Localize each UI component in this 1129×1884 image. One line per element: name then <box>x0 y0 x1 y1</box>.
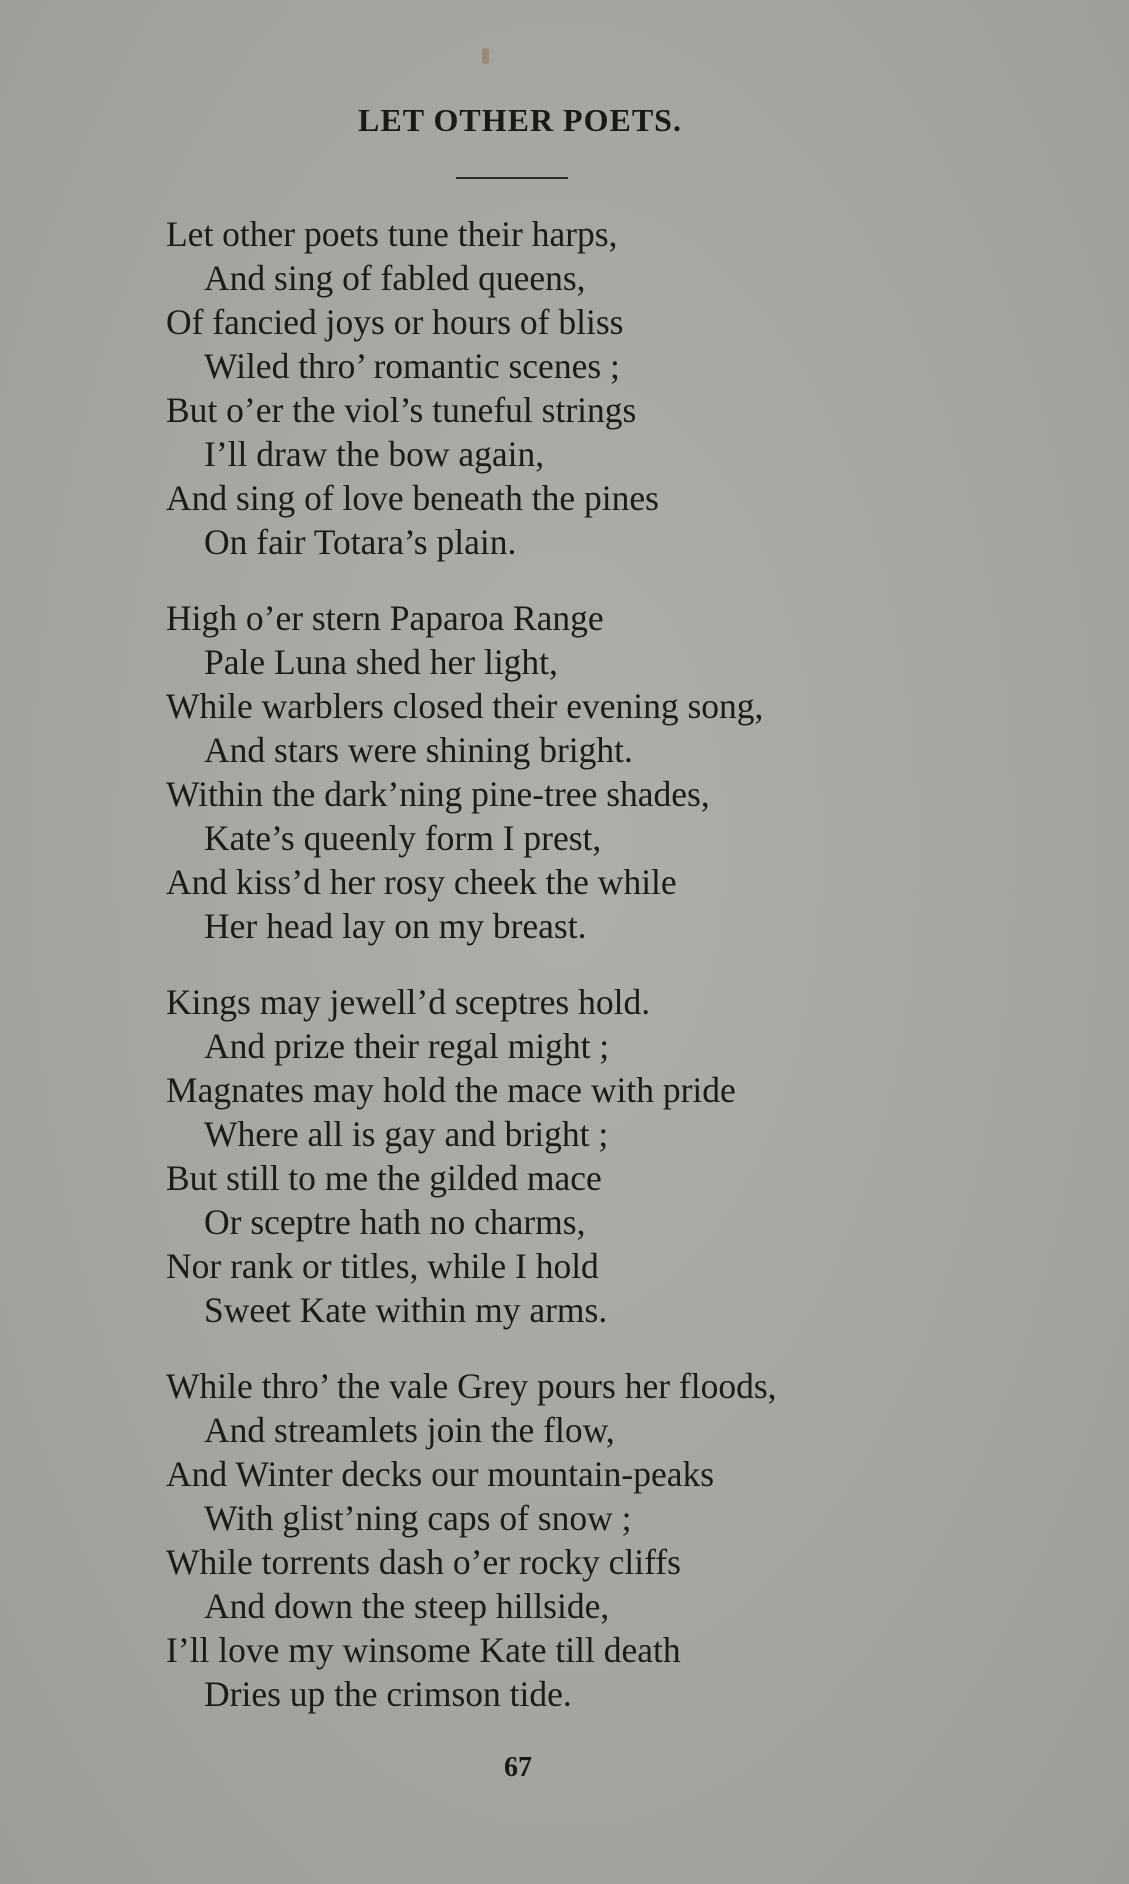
poem-line: Dries up the crimson tide. <box>204 1674 572 1714</box>
poem-line: High o’er stern Paparoa Range <box>166 598 604 638</box>
poem-line: And Winter decks our mountain-peaks <box>166 1454 715 1494</box>
poem-line: I’ll draw the bow again, <box>204 434 545 474</box>
poem-line: And kiss’d her rosy cheek the while <box>166 862 677 902</box>
poem-line: Where all is gay and bright ; <box>204 1114 609 1154</box>
poem-line: But still to me the gilded mace <box>166 1158 602 1198</box>
poem-line: I’ll love my winsome Kate till death <box>166 1630 681 1670</box>
poem-line: And prize their regal might ; <box>204 1026 610 1066</box>
poem-line: Of fancied joys or hours of bliss <box>166 302 624 342</box>
poem-line: Pale Luna shed her light, <box>204 642 558 682</box>
poem-line: And sing of fabled queens, <box>204 258 586 298</box>
poem-line: Or sceptre hath no charms, <box>204 1202 586 1242</box>
poem-line: But o’er the viol’s tuneful strings <box>166 390 637 430</box>
poem-line: While warblers closed their evening song, <box>166 686 764 726</box>
stanza <box>166 212 777 564</box>
poem-line: Within the dark’ning pine-tree shades, <box>166 774 710 814</box>
poem-line: Wiled thro’ romantic scenes ; <box>204 346 620 386</box>
paper-speck <box>482 48 489 64</box>
poem-line: With glist’ning caps of snow ; <box>204 1498 632 1538</box>
poem-line: While thro’ the vale Grey pours her floods, <box>166 1366 777 1406</box>
poem-line: Magnates may hold the mace with pride <box>166 1070 736 1110</box>
stanza <box>166 1364 777 1716</box>
poem-line: Her head lay on my breast. <box>204 906 587 946</box>
poem-title: LET OTHER POETS. <box>358 102 682 138</box>
poem-line: And streamlets join the flow, <box>204 1410 615 1450</box>
poem-line: And down the steep hillside, <box>204 1586 610 1626</box>
poem-line: And sing of love beneath the pines <box>166 478 659 518</box>
poem-line: Nor rank or titles, while I hold <box>166 1246 599 1286</box>
poem-line: Let other poets tune their harps, <box>166 214 618 254</box>
page-number: 67 <box>504 1752 532 1783</box>
poem-body <box>166 212 777 1748</box>
poem-line: Kings may jewell’d sceptres hold. <box>166 982 651 1022</box>
poem-line: Kate’s queenly form I prest, <box>204 818 602 858</box>
poem-line: While torrents dash o’er rocky cliffs <box>166 1542 681 1582</box>
stanza <box>166 596 777 948</box>
poem-line: And stars were shining bright. <box>204 730 633 770</box>
stanza <box>166 980 777 1332</box>
title-rule <box>456 177 568 179</box>
poem-line: Sweet Kate within my arms. <box>204 1290 608 1330</box>
poem-line: On fair Totara’s plain. <box>204 522 517 562</box>
